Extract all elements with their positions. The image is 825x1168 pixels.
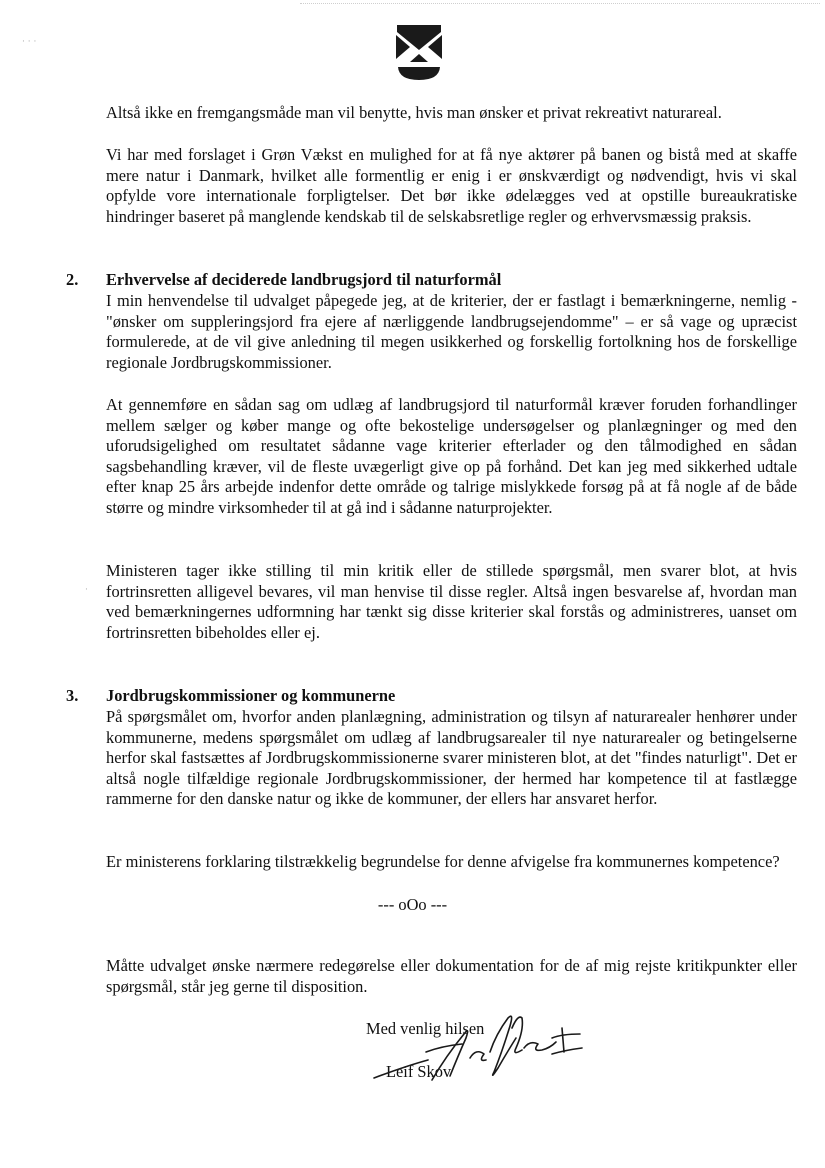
scan-speck: · · · [22,37,37,47]
section-divider: --- oOo --- [377,895,448,914]
organization-emblem-icon [394,20,444,82]
scan-speck: · [85,585,88,595]
paragraph-section3-2: Er ministerens forklaring tilstrækkelig begrundelse for denne afvigelse fra kommunernes kompetence? [106,852,780,871]
greeting: Med venlig hilsen [366,1019,485,1038]
section-number: 3. [66,686,79,705]
paragraph-section3-1: På spørgsmålet om, hvorfor anden planlægning, administration og tilsyn af naturarealer henhører under kommunerne, medens spørgsmålet om udlæg af landbrugsarealer til nye naturarealer og betingelserne herfor skal fastsættes af Jordbrugskommissionerne svarer ministeren blot, at det "findes naturligt". Det er altså nogle tilfældige regionale Jordbrugskommissioner, der hermed har kompetence til at fastlægge rammerne for den danske natur og ikke de kommuner, der ellers har ansvaret herfor. [106,707,797,809]
handwritten-signature [366,1008,596,1088]
paragraph-section2-3: Ministeren tager ikke stilling til min kritik eller de stillede spørgsmål, men svarer blot, at hvis fortrinsretten alligevel bevares, vil man henvise til disse regler. Altså ingen besvarelse af, hvordan man ved bemærkningernes udformning har tænkt sig disse kriterier skal forstås og administreres, uanset om fortrinsretten bibeholdes eller ej. [106,561,797,642]
section-heading: Jordbrugskommissioner og kommunerne [106,686,396,705]
paragraph-section2-2: At gennemføre en sådan sag om udlæg af landbrugsjord til naturformål kræver foruden forhandlinger mellem sælger og køber mange og ofte bekostelige undersøgelser og planlægninger og med den uforudsigelighed om resultatet sådanne vage kriterier efterlader og den tålmodighed en sådan sagsbehandling kræver, vil de fleste uvægerligt give op på forhånd. Det kan jeg med sikkerhed udtale efter knap 25 års arbejde indenfor dette område og talrige mislykkede forsøg på at få nogle af de både større og mindre virksomheder til at gå ind i sådanne naturprojekter. [106,395,797,517]
paragraph-section2-1: I min henvendelse til udvalget påpegede jeg, at de kriterier, der er fastlagt i bemærkningerne, nemlig - "ønsker om suppleringsjord fra ejere af nærliggende landbrugsejendomme" – er så vage og upræcist formulerede, at de vil give anledning til megen usikkerhed og forskellig fortolkning hos de forskellige regionale Jordbrugskommissioner. [106,291,797,372]
section-heading: Erhvervelse af deciderede landbrugsjord til naturformål [106,270,502,289]
signer-name: Leif Skov [386,1062,452,1081]
paragraph-intro: Altså ikke en fremgangsmåde man vil benytte, hvis man ønsker et privat rekreativt naturareal. [106,103,722,122]
section-number: 2. [66,270,79,289]
paragraph-closing: Måtte udvalget ønske nærmere redegørelse eller dokumentation for de af mig rejste kritikpunkter eller spørgsmål, står jeg gerne til disposition. [106,956,797,996]
scan-artifact-line [300,3,820,5]
paragraph-gron-vaekst: Vi har med forslaget i Grøn Vækst en mulighed for at få nye aktører på banen og bistå med at skaffe mere natur i Danmark, hvilket alle formentlig er enig i er ønskværdigt og nødvendigt, hvis vi skal opfylde vore internationale forpligtelser. Det bør ikke ødelægges ved at opstille bureaukratiske hindringer baseret på manglende kendskab til de selskabsretlige regler og erhvervsmæssig praksis. [106,145,797,226]
